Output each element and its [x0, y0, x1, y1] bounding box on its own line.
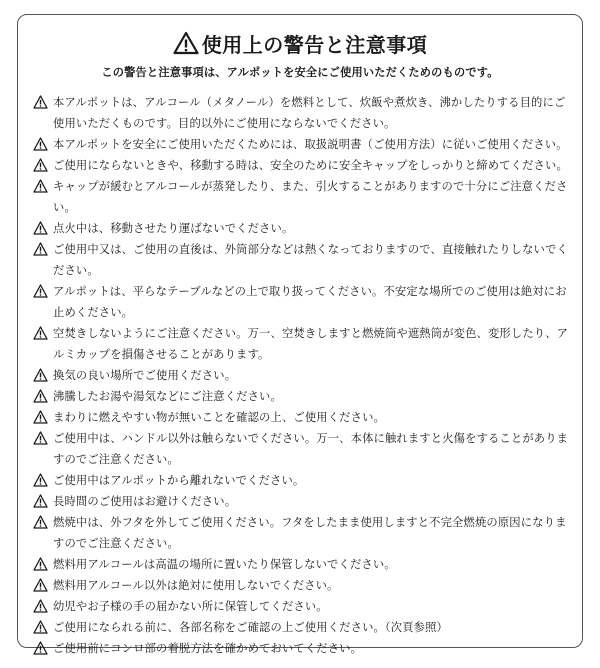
warning-item-text: 本アルポットは、アルコール（メタノール）を燃料として、炊飯や煮炊き、沸かしたりする目的にご使用いただくものです。目的以外にご使用にならないでください。 [53, 96, 566, 130]
warning-item [33, 365, 573, 386]
warning-item [33, 176, 573, 218]
warning-triangle-icon [33, 95, 48, 109]
warning-item [33, 407, 573, 428]
warning-triangle-icon [33, 578, 48, 592]
warning-item-text: 点火中は、移動させたり運ばないでください。 [53, 222, 294, 235]
warning-item-text: ご使用中は、ハンドル以外は触らないでください。万一、本体に触れますと火傷をすることがありますのでご注意ください。 [53, 432, 569, 466]
warning-triangle-icon [33, 137, 48, 151]
warning-triangle-icon [33, 515, 48, 529]
warning-item [33, 617, 573, 638]
warning-item [33, 554, 573, 575]
warning-triangle-icon [33, 221, 48, 235]
warning-item-text: まわりに燃えやすい物が無いことを確認の上、ご使用ください。 [53, 411, 385, 424]
warning-triangle-icon [33, 158, 48, 172]
page-subtitle: この警告と注意事項は、アルポットを安全にご使用いただくためのものです。 [101, 66, 499, 79]
warning-item-text: ご使用前にコンロ部の着脱方法を確かめておいてください。 [53, 642, 363, 655]
warning-item-text: ご使用中又は、ご使用の直後は、外筒部分などは熱くなっておりますので、直接触れたりしないでください。 [53, 243, 568, 277]
warning-triangle-icon [33, 326, 48, 340]
warning-item [33, 155, 573, 176]
warning-item-text: 長時間のご使用はお避けください。 [53, 495, 237, 508]
warning-item [33, 323, 573, 365]
warning-item-text: 燃料用アルコール以外は絶対に使用しないでください。 [53, 579, 339, 592]
warning-item-text: キャップが緩むとアルコールが蒸発したり、また、引火することがありますので十分にご注意ください。 [53, 180, 568, 214]
warning-item [33, 512, 573, 554]
warning-triangle-icon [33, 389, 48, 403]
warning-triangle-icon [33, 431, 48, 445]
warning-item [33, 638, 573, 659]
warning-item-text: 幼児やお子様の手の届かない所に保管してください。 [53, 600, 328, 613]
warning-triangle-icon [33, 242, 48, 256]
warning-item [33, 575, 573, 596]
warning-item-text: 燃焼中は、外フタを外してご使用ください。フタをしたまま使用しますと不完全燃焼の原因になりますのでご注意ください。 [53, 516, 567, 550]
warning-item-text: ご使用にならないときや、移動する時は、安全のために安全キャップをしっかりと締めてください。 [53, 159, 568, 172]
warning-item-text: ご使用になられる前に、各部名称をご確認の上ご使用ください。（次頁参照） [53, 621, 448, 634]
warning-item [33, 239, 573, 281]
warning-item [33, 281, 573, 323]
warning-item-text: 空焚きしないようにご注意ください。万一、空焚きしますと燃焼筒や遮熱筒が変色、変形したり、アルミカップを損傷させることがあります。 [53, 327, 569, 361]
page-title [0, 29, 600, 58]
warning-item [33, 470, 573, 491]
page-title-text: 使用上の警告と注意事項 [201, 33, 428, 57]
warning-item [33, 134, 573, 155]
warning-item-text: 換気の良い場所でご使用ください。 [53, 369, 237, 382]
warning-triangle-icon [33, 179, 48, 193]
warning-item [33, 218, 573, 239]
warning-triangle-icon [33, 410, 48, 424]
warning-item [33, 386, 573, 407]
warning-triangle-icon [33, 620, 48, 634]
warning-triangle-icon [33, 641, 48, 655]
warning-triangle-icon [173, 31, 199, 55]
warning-triangle-icon [33, 368, 48, 382]
warning-triangle-icon [33, 494, 48, 508]
warning-item [33, 491, 573, 512]
warning-item-text: アルポットは、平らなテーブルなどの上で取り扱ってください。不安定な場所でのご使用は絶対にお止めください。 [53, 285, 567, 319]
warning-triangle-icon [33, 599, 48, 613]
warning-list [33, 92, 573, 659]
warning-item-text: 本アルポットを安全にご使用いただくためには、取扱説明書（ご使用方法）に従いご使用ください。 [53, 138, 568, 151]
warning-item [33, 428, 573, 470]
warning-item-text: 燃料用アルコールは高温の場所に置いたり保管しないでください。 [53, 558, 396, 571]
warning-triangle-icon [33, 473, 48, 487]
warning-item [33, 596, 573, 617]
warning-triangle-icon [33, 557, 48, 571]
warning-triangle-icon [33, 284, 48, 298]
warning-item-text: ご使用中はアルポットから離れないでください。 [53, 474, 305, 487]
warning-item-text: 沸騰したお湯や湯気などにご注意ください。 [53, 390, 282, 403]
warning-item [33, 92, 573, 134]
